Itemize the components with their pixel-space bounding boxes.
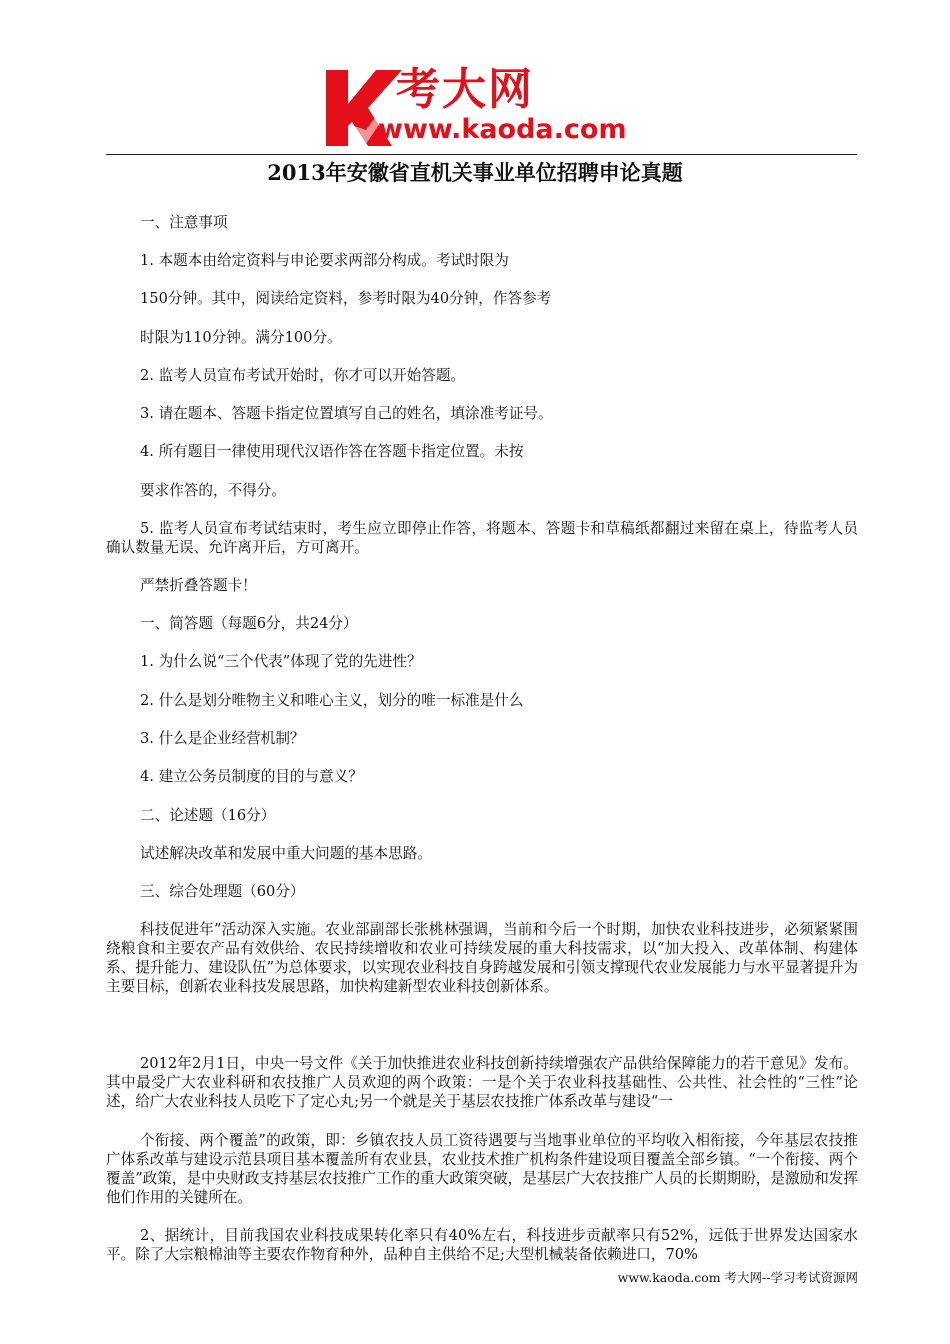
logo-text-cn: 考大网 (396, 64, 534, 115)
logo-url-text: www.kaoda.com (378, 114, 627, 145)
header-divider (106, 154, 857, 155)
question-item: 1. 为什么说“三个代表”体现了党的先进性？ (140, 653, 422, 670)
question-item: 4. 建立公务员制度的目的与意义？ (140, 768, 363, 785)
section-heading-essay: 二、论述题（16分） (140, 807, 276, 824)
material-paragraph: 2、据统计，目前我国农业科技成果转化率只有40%左右，科技进步贡献率只有52%，远低于世界发达国家水平。除了大宗粮棉油等主要农作物育种外，品种自主供给不足;大型机械装备依赖进口，70% (106, 1227, 858, 1263)
note-line: 1. 本题本由给定资料与申论要求两部分构成。考试时限为 (140, 252, 509, 269)
section-heading-short-answer: 一、简答题（每题6分，共24分） (140, 615, 358, 632)
note-paragraph: 5. 监考人员宣布考试结束时，考生应立即停止作答，将题本、答题卡和草稿纸都翻过来留在桌上，待监考人员确认数量无误、允许离开后，方可离开。 (106, 520, 858, 556)
note-line: 150分钟。其中，阅读给定资料，参考时限为40分钟，作答参考 (140, 290, 552, 307)
kaoda-logo[interactable] (322, 64, 652, 148)
note-line: 4. 所有题目一律使用现代汉语作答在答题卡指定位置。未按 (140, 443, 524, 460)
note-line: 时限为110分钟。满分100分。 (140, 329, 342, 346)
material-paragraph: 科技促进年”活动深入实施。农业部副部长张桃林强调，当前和今后一个时期，加快农业科技进步，必须紧紧围绕粮食和主要农产品有效供给、农民持续增收和农业可持续发展的重大科技需求，以“加大投入、改革体制、构建体系、提升能力、建设队伍”为总体要求，以实现农业科技自身跨越发展和引领支撑现代农业发展能力与水平显著提升为主要目标，创新农业科技发展思路，加快构建新型农业科技创新体系。 (106, 921, 858, 995)
footer-source: www.kaoda.com 考大网--学习考试资源网 (617, 1270, 858, 1285)
material-paragraph: 2012年2月1日，中央一号文件《关于加快推进农业科技创新持续增强农产品供给保障能力的若干意见》发布。其中最受广大农业科研和农技推广人员欢迎的两个政策：一是个关于农业科技基础性、公共性、社会性的“三性”论述，给广大农业科技人员吃下了定心丸;另一个就是关于基层农技推广体系改革与建设“一 (106, 1055, 858, 1110)
note-line: 3. 请在题本、答题卡指定位置填写自己的姓名，填涂准考证号。 (140, 405, 553, 422)
question-item: 试述解决改革和发展中重大问题的基本思路。 (140, 845, 432, 862)
material-paragraph: 个衔接、两个覆盖”的政策，即：乡镇农技人员工资待遇要与当地事业单位的平均收入相衔接，今年基层农技推广体系改革与建设示范县项目基本覆盖所有农业县，农业技术推广机构条件建设项目覆盖全部乡镇。“一个衔接、两个覆盖”政策，是中央财政支持基层农技推广工作的重大政策突破，是基层广大农技推广人员的长期期盼，是激励和发挥他们作用的关键所在。 (106, 1132, 858, 1206)
question-item: 3. 什么是企业经营机制？ (140, 730, 305, 747)
section-heading-comprehensive: 三、综合处理题（60分） (140, 883, 305, 900)
note-line: 2. 监考人员宣布考试开始时，你才可以开始答题。 (140, 367, 466, 384)
warning-line: 严禁折叠答题卡！ (140, 577, 257, 594)
note-line: 要求作答的，不得分。 (140, 482, 286, 499)
question-item: 2. 什么是划分唯物主义和唯心主义，划分的唯一标准是什么 (140, 692, 524, 709)
page-title: 2013年安徽省直机关事业单位招聘申论真题 (267, 160, 683, 185)
section-heading-notes: 一、注意事项 (140, 214, 228, 231)
